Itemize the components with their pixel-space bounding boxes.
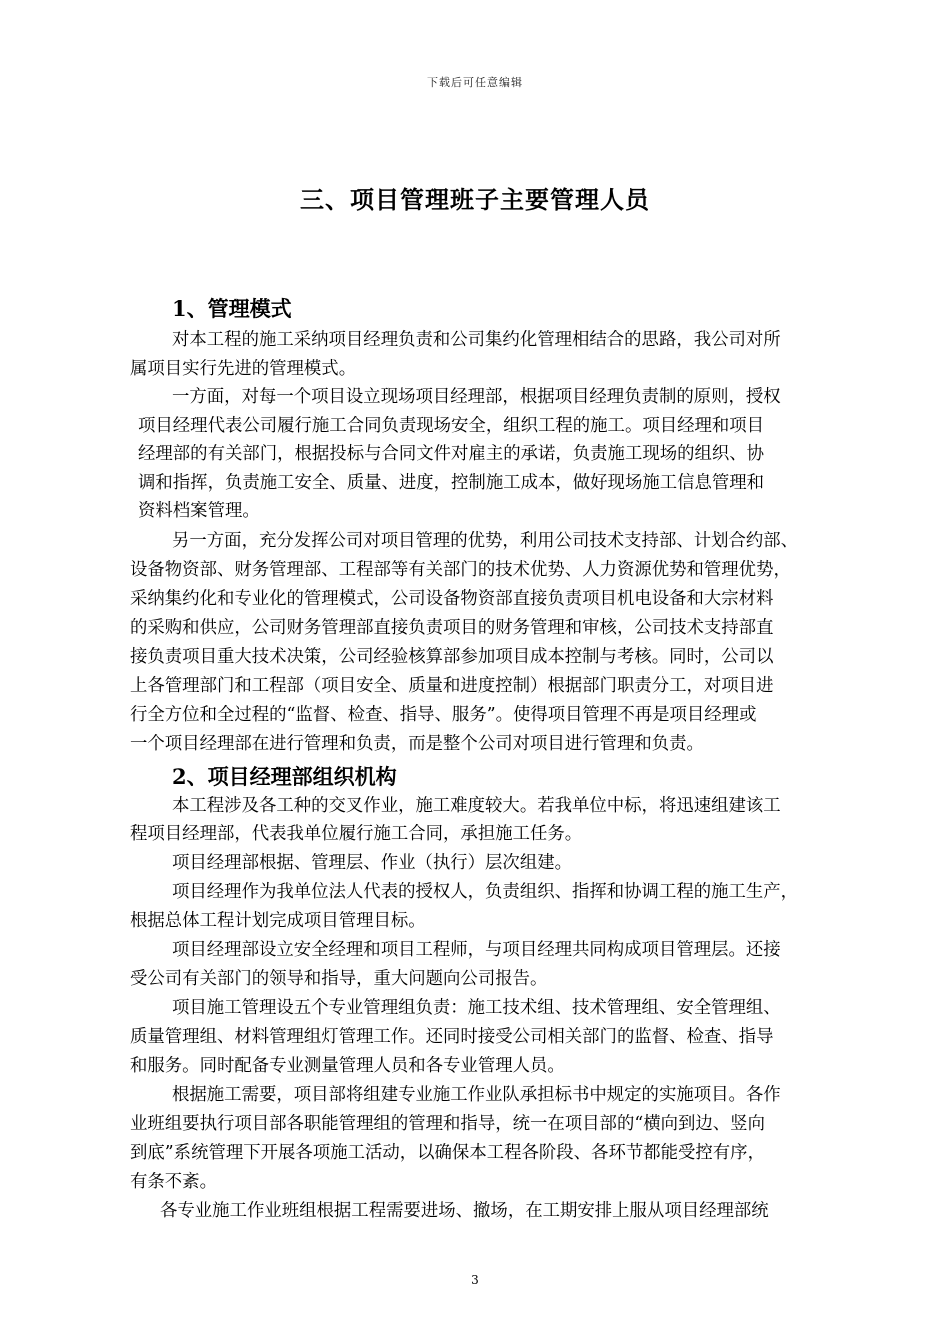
paragraph-line: 一个项目经理部在进行管理和负责，而是整个公司对项目进行管理和负责。: [130, 734, 704, 754]
paragraph-line: 到底”系统管理下开展各项施工活动，以确保本工程各阶段、各环节都能受控有序，: [130, 1143, 765, 1163]
paragraph-line: 业班组要执行项目部各职能管理组的管理和指导，统一在项目部的“横向到边、竖向: [130, 1114, 765, 1134]
paragraph-line: 行全方位和全过程的“监督、检查、指导、服务”。使得项目管理不再是项目经理或: [130, 705, 757, 725]
paragraph-line: 设备物资部、财务管理部、工程部等有关部门的技术优势、人力资源优势和管理优势，: [130, 560, 791, 580]
paragraph-line: 调和指挥，负责施工安全、质量、进度，控制施工成本，做好现场施工信息管理和: [138, 473, 765, 493]
paragraph-line: 属项目实行先进的管理模式。: [130, 359, 357, 379]
paragraph-line: 程项目经理部，代表我单位履行施工合同，承担施工任务。: [130, 824, 583, 844]
paragraph-line: 项目经理代表公司履行施工合同负责现场安全，组织工程的施工。项目经理和项目: [138, 416, 765, 436]
paragraph-line: 项目经理部根据、管理层、作业（执行）层次组建。: [172, 853, 572, 873]
page-number: 3: [471, 1273, 479, 1287]
paragraph-line: 项目施工管理设五个专业管理组负责：施工技术组、技术管理组、安全管理组、: [172, 998, 781, 1018]
paragraph-line: 质量管理组、材料管理组灯管理工作。还同时接受公司相关部门的监督、检查、指导: [130, 1027, 774, 1047]
paragraph-line: 采纳集约化和专业化的管理模式，公司设备物资部直接负责项目机电设备和大宗材料: [130, 589, 774, 609]
paragraph-line: 根据总体工程计划完成项目管理目标。: [130, 911, 426, 931]
paragraph-line: 各专业施工作业班组根据工程需要进场、撤场，在工期安排上服从项目经理部统: [160, 1201, 769, 1221]
paragraph-line: 本工程涉及各工种的交叉作业，施工难度较大。若我单位中标，将迅速组建该工: [172, 796, 781, 816]
paragraph-line: 资料档案管理。: [138, 501, 260, 521]
page-title: 三、项目管理班子主要管理人员: [300, 185, 650, 214]
paragraph-line: 项目经理部设立安全经理和项目工程师，与项目经理共同构成项目管理层。还接: [172, 940, 781, 960]
paragraph-line: 的采购和供应，公司财务管理部直接负责项目的财务管理和审核，公司技术支持部直: [130, 618, 774, 638]
paragraph-line: 另一方面，充分发挥公司对项目管理的优势，利用公司技术支持部、计划合约部、: [172, 531, 799, 551]
section-2-heading: 2、项目经理部组织机构: [172, 764, 397, 789]
section-1-heading: 1、管理模式: [172, 296, 292, 321]
paragraph-line: 对本工程的施工采纳项目经理负责和公司集约化管理相结合的思路，我公司对所: [172, 330, 781, 350]
paragraph-line: 和服务。同时配备专业测量管理人员和各专业管理人员。: [130, 1056, 565, 1076]
paragraph-line: 根据施工需要，项目部将组建专业施工作业队承担标书中规定的实施项目。各作: [172, 1085, 781, 1105]
paragraph-line: 一方面，对每一个项目设立现场项目经理部，根据项目经理负责制的原则，授权: [172, 387, 781, 407]
paragraph-line: 项目经理作为我单位法人代表的授权人，负责组织、指挥和协调工程的施工生产，: [172, 882, 799, 902]
paragraph-line: 接负责项目重大技术决策，公司经验核算部参加项目成本控制与考核。同时，公司以: [130, 647, 774, 667]
page-header-note: 下载后可任意编辑: [427, 76, 523, 89]
paragraph-line: 受公司有关部门的领导和指导，重大问题向公司报告。: [130, 969, 548, 989]
paragraph-line: 有条不紊。: [130, 1172, 217, 1192]
paragraph-line: 上各管理部门和工程部（项目安全、质量和进度控制）根据部门职责分工，对项目进: [130, 676, 774, 696]
paragraph-line: 经理部的有关部门，根据投标与合同文件对雇主的承诺，负责施工现场的组织、协: [138, 444, 765, 464]
